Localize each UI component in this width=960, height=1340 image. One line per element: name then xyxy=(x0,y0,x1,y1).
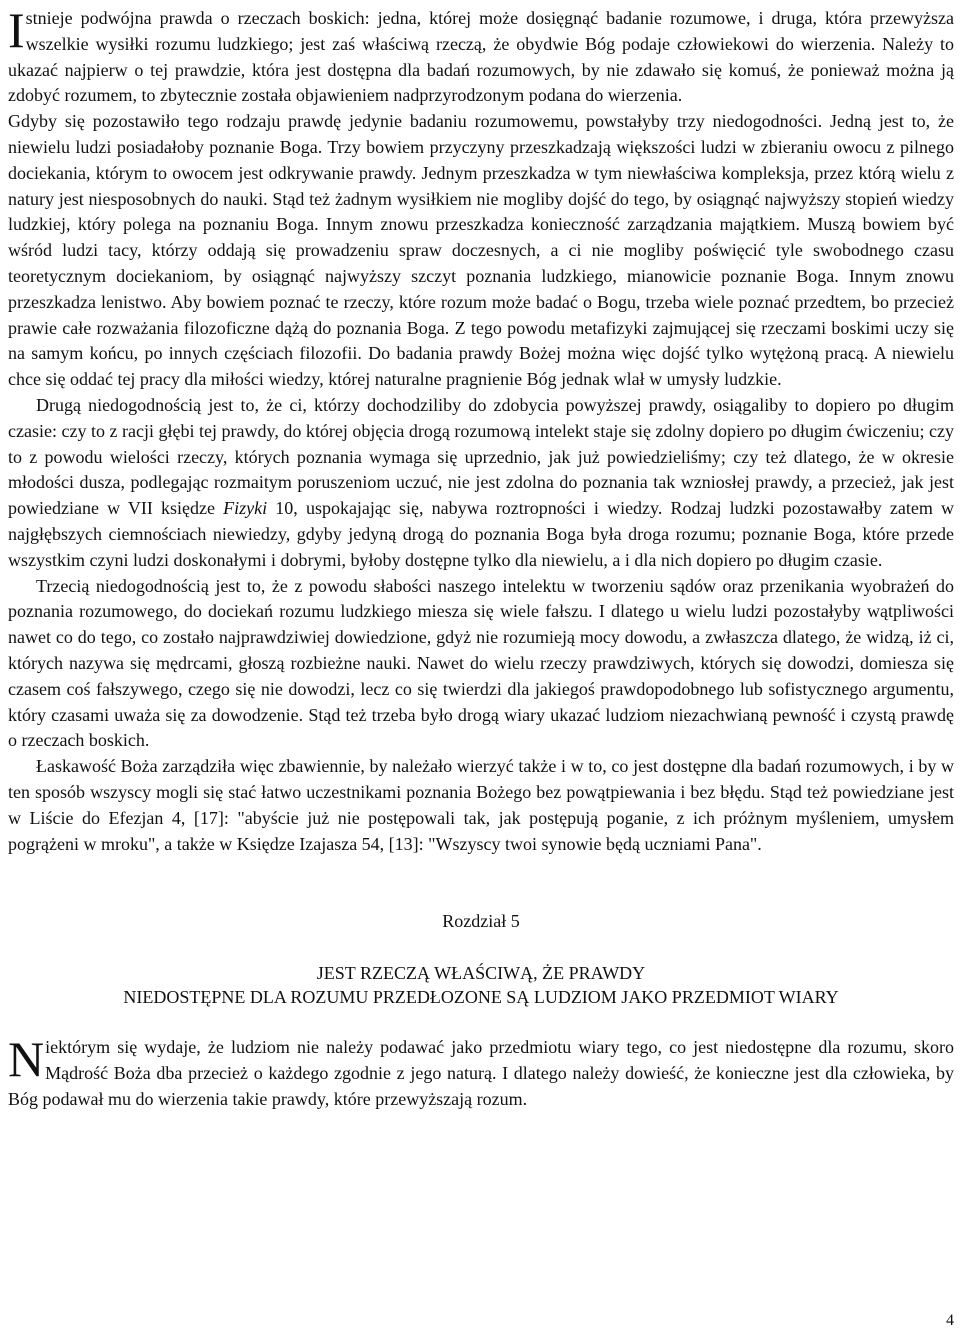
paragraph-text: stnieje podwójna prawda o rzeczach boskich: jedna, której może dosięgnąć badanie rozumowe, i druga, która przewyższa wszelkie wysiłki rozumu ludzkiego; jest zaś właściwą rzeczą, że obydwie Bóg podaje człowiekowi do wierzenia. Należy to ukazać najpierw o tej prawdzie, która jest dostępna dla badań rozumowych, by nie zdawało się komuś, że ponieważ można ją zdobyć rozumem, to zbytecznie została objawieniem nadprzyrodzonym podana do wierzenia. xyxy=(8,8,954,106)
paragraph-5: Łaskawość Boża zarządziła więc zbawiennie, by należało wierzyć także i w to, co jest dostępne dla badań rozumowych, i by w ten sposób wszyscy mogli się stać łatwo uczestnikami poznania Bożego bez powątpiewania i bez błędu. Stąd też powiedziane jest w Liście do Efezjan 4, [17]: "abyście już nie postępowali tak, jak postępują poganie, z ich próżnym myśleniem, umysłem pogrążeni w mroku", a także w Księdze Izajasza 54, [13]: "Wszyscy twoi synowie będą uczniami Pana". xyxy=(8,756,954,854)
chapter-label: Rozdział 5 xyxy=(442,911,520,932)
paragraph-text: 10, uspokajając się, nabywa roztropności i wiedzy. Rodzaj ludzki pozostawałby zatem w najgłębszych ciemnościach niewiedzy, gdyby jedyną drogą do poznania Boga była droga rozumu; poznanie Boga, które przede wszystkim czyni ludzi doskonałymi i dobrymi, byłoby dostępne tylko dla niewielu, a i dla nich dopiero po długim czasie. xyxy=(8,498,955,570)
paragraph-text: iektórym się wydaje, że ludziom nie należy podawać jako przedmiotu wiary tego, co jest niedostępne dla rozumu, skoro Mądrość Boża dba przecież o każdego zgodnie z jego naturą. I dlatego należy dowieść, że konieczne jest dla człowieka, by Bóg podawał mu do wierzenia takie prawdy, które przewyższają rozum. xyxy=(8,1037,954,1109)
paragraph-6 xyxy=(8,1031,954,1112)
drop-cap: I xyxy=(8,2,25,58)
paragraph-2: Gdyby się pozostawiło tego rodzaju prawdę jedynie badaniu rozumowemu, powstałyby trzy niedogodności. Jedną jest to, że niewielu ludzi posiadałoby poznanie Boga. Trzy bowiem przyczyny przeszkadzają większości ludzi w zbieraniu owocu z pilnego dociekania, którym to owocem jest odkrywanie prawdy. Jednym przeszkadza w tym niewłaściwa kompleksja, przez którą wielu z natury jest niesposobnych do nauki. Stąd też żadnym wysiłkiem nie mogliby dojść do tego, by osiągnąć najwyższy stopień wiedzy ludzkiej, który polega na poznaniu Boga. Innym znowu przeszkadza konieczność zarządzania majątkiem. Muszą bowiem być wśród ludzi tacy, którzy oddają się prowadzeniu spraw doczesnych, a ci nie mogliby poświęcić tyle swobodnego czasu teoretycznym dociekaniom, by osiągnąć najwyższy szczyt poznania ludzkiego, mianowicie poznanie Boga. Innym znowu przeszkadza lenistwo. Aby bowiem poznać te rzeczy, które rozum może badać o Bogu, trzeba wiele poznać przedtem, bo przecież prawie całe rozważania filozoficzne dążą do poznania Boga. Z tego powodu metafizyki zajmującej się rzeczami boskimi uczy się na samym końcu, po innych częściach filozofii. Do badania prawdy Bożej można więc dojść tylko wytężoną pracą. A niewielu chce się oddać tej pracy dla miłości wiedzy, której naturalne pragnienie Bóg jednak wlał w umysły ludzkie. xyxy=(8,111,954,390)
chapter-title-line-1: JEST RZECZĄ WŁAŚCIWĄ, ŻE PRAWDY xyxy=(316,963,646,984)
book-title: Fizyki xyxy=(223,498,268,519)
paragraph-3 xyxy=(8,393,954,574)
paragraph-1 xyxy=(8,2,954,109)
paragraph-4: Trzecią niedogodnością jest to, że z powodu słabości naszego intelektu w tworzeniu sądów oraz przenikania wyobrażeń do poznania rozumowego, do dociekań rozumu ludzkiego miesza się wiele fałszu. I dlatego u wielu ludzi pozostałyby wątpliwości nawet co do tego, co zostało najprawdziwiej dowiedzione, gdyż nie rozumieją mocy dowodu, a zwłaszcza dlatego, że widzą, iż ci, których nazywa się mędrcami, głoszą rozbieżne nauki. Nawet do wielu rzeczy prawdziwych, których się dowodzi, domiesza się czasem coś fałszywego, czego się nie dowodzi, lecz co się twierdzi dla jakiegoś prawdopodobnego lub sofistycznego argumentu, który czasami uważa się za dowodzenie. Stąd też trzeba było drogą wiary ukazać ludziom niezachwianą pewność i czystą prawdę o rzeczach boskich. xyxy=(8,575,954,751)
chapter-title xyxy=(8,961,954,1009)
chapter-title-line-2: NIEDOSTĘPNE DLA ROZUMU PRZEDŁOZONE SĄ LUDZIOM JAKO PRZEDMIOT WIARY xyxy=(123,987,839,1008)
paragraph-text: Drugą niedogodnością jest to, że ci, którzy dochodziliby do zdobycia powyższej prawdy, osiągaliby to dopiero po długim czasie: czy to z racji głębi tej prawdy, do której objęcia drogą rozumową intelekt staje się zdolny dopiero po długim ćwiczeniu; czy to z powodu wielości rzeczy, których poznania wymaga się uprzednio, jak już powiedzieliśmy; czy też dlatego, że w okresie młodości dusza, podlegając rozmaitym poruszeniom uczuć, nie jest zdolna do poznania tak wzniosłej prawdy, a przecież, jak jest powiedziane w VII księdze xyxy=(8,394,954,519)
page-number: 4 xyxy=(946,1312,954,1330)
document-page xyxy=(8,2,955,1112)
drop-cap: N xyxy=(8,1031,45,1088)
